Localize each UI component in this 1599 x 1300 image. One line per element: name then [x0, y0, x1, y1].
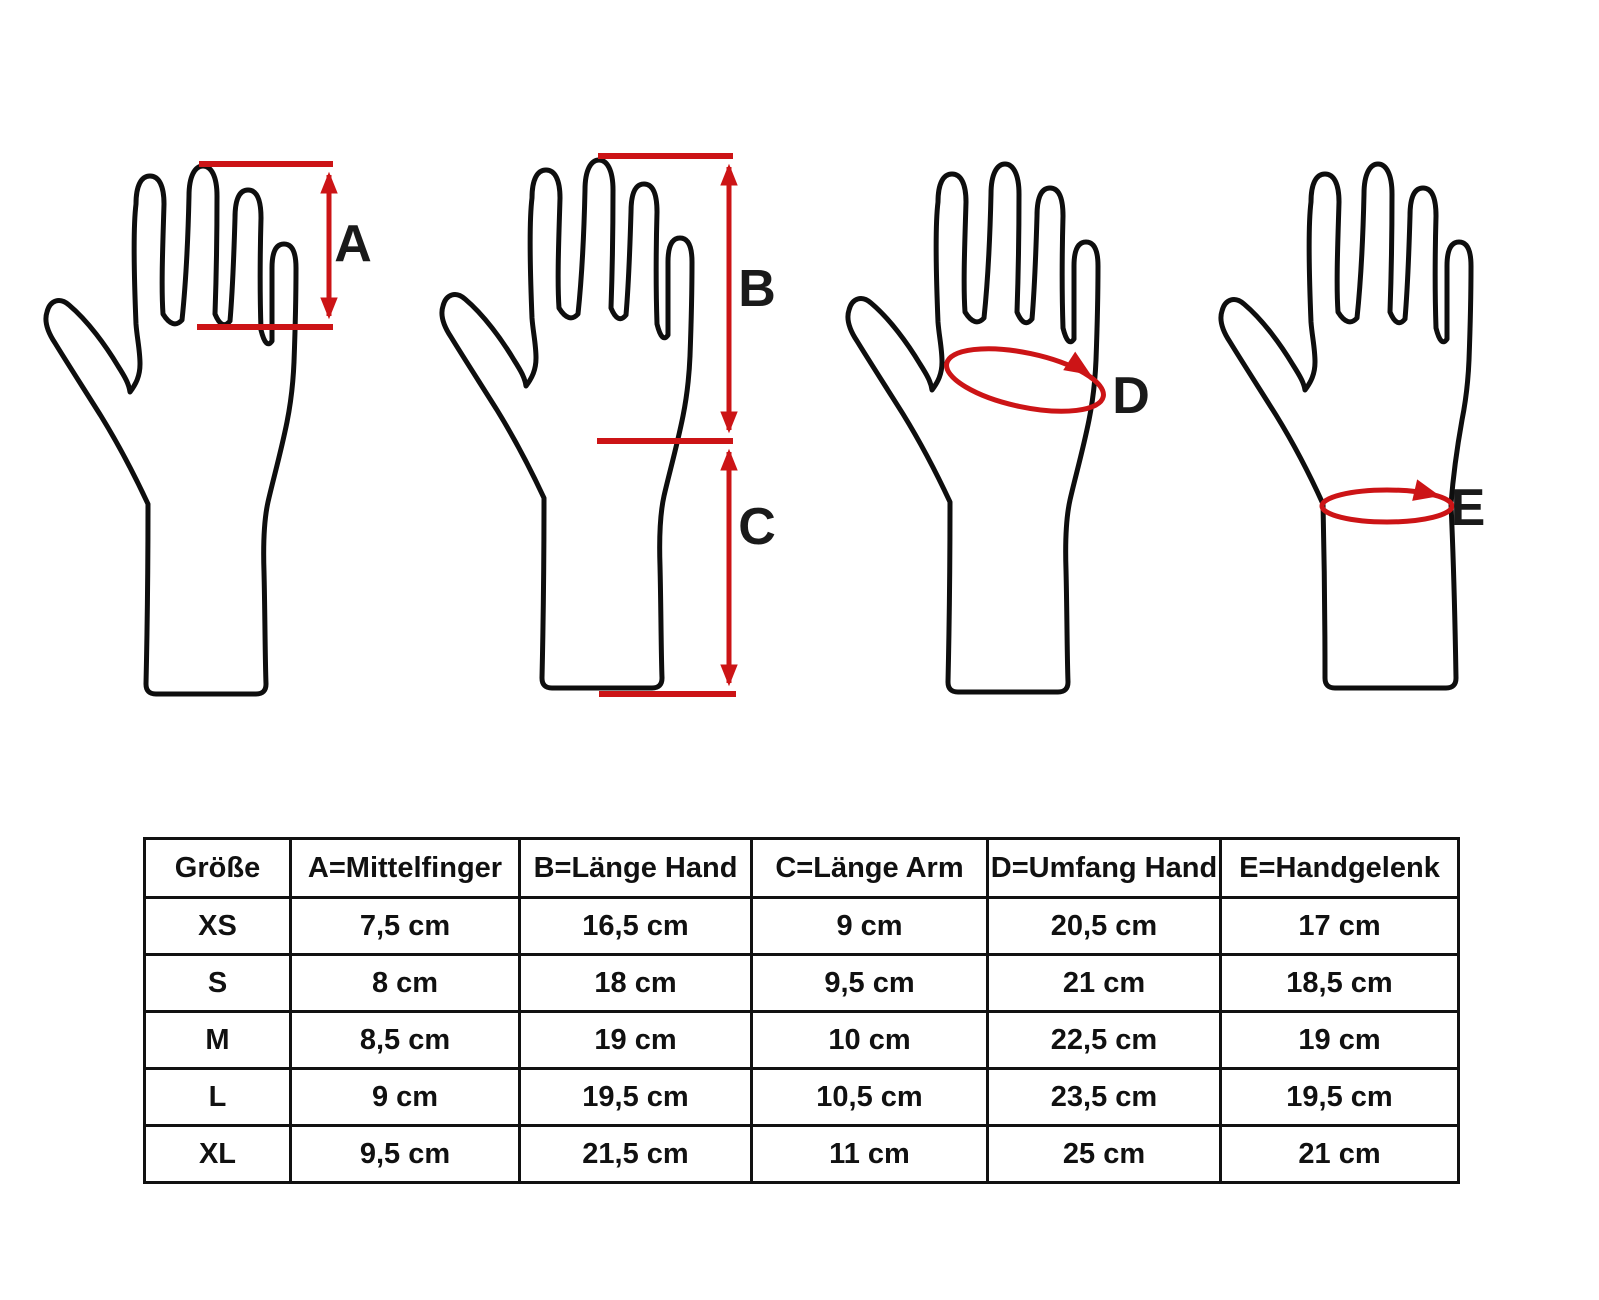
measurement-cell: 21,5 cm: [520, 1126, 752, 1183]
measurement-cell: 9 cm: [752, 898, 988, 955]
hand-outline-hand-arm-length: [442, 160, 692, 688]
size-cell: M: [145, 1012, 291, 1069]
size-cell: XL: [145, 1126, 291, 1183]
size-table-body: [145, 898, 1459, 1183]
measurement-cell: 19,5 cm: [1221, 1069, 1459, 1126]
column-header: B=Länge Hand: [520, 839, 752, 898]
measurement-cell: 18 cm: [520, 955, 752, 1012]
hand-outline-wrist-girth: [1221, 164, 1471, 688]
column-header: Größe: [145, 839, 291, 898]
measurement-cell: 18,5 cm: [1221, 955, 1459, 1012]
measurement-cell: 8,5 cm: [291, 1012, 520, 1069]
measurement-label-d: D: [1112, 367, 1150, 425]
measurement-cell: 10,5 cm: [752, 1069, 988, 1126]
measurement-label-a: A: [334, 215, 372, 273]
measurement-cell: 16,5 cm: [520, 898, 752, 955]
measurement-cell: 7,5 cm: [291, 898, 520, 955]
measurement-cell: 20,5 cm: [988, 898, 1221, 955]
measurement-cell: 8 cm: [291, 955, 520, 1012]
table-row: [145, 1069, 1459, 1126]
size-cell: S: [145, 955, 291, 1012]
measurement-cell: 9,5 cm: [752, 955, 988, 1012]
column-header: C=Länge Arm: [752, 839, 988, 898]
table-row: [145, 1012, 1459, 1069]
measurement-cell: 22,5 cm: [988, 1012, 1221, 1069]
size-cell: L: [145, 1069, 291, 1126]
measurement-cell: 23,5 cm: [988, 1069, 1221, 1126]
column-header: E=Handgelenk: [1221, 839, 1459, 898]
size-cell: XS: [145, 898, 291, 955]
measurement-label-c: C: [738, 498, 776, 556]
column-header: D=Umfang Hand: [988, 839, 1221, 898]
table-row: [145, 1126, 1459, 1183]
measurement-cell: 19 cm: [520, 1012, 752, 1069]
measurement-cell: 21 cm: [1221, 1126, 1459, 1183]
size-table-head: [145, 839, 1459, 898]
table-row: [145, 955, 1459, 1012]
measurement-cell: 19,5 cm: [520, 1069, 752, 1126]
measurement-cell: 11 cm: [752, 1126, 988, 1183]
measurement-cell: 9,5 cm: [291, 1126, 520, 1183]
hand-outline-middle-finger: [46, 166, 296, 694]
measurement-cell: 17 cm: [1221, 898, 1459, 955]
hand-outline-hand-girth: [848, 164, 1098, 692]
column-header: A=Mittelfinger: [291, 839, 520, 898]
measurement-label-b: B: [738, 260, 776, 318]
measurement-cell: 19 cm: [1221, 1012, 1459, 1069]
measurement-label-e: E: [1450, 479, 1486, 537]
measurement-cell: 10 cm: [752, 1012, 988, 1069]
table-row: [145, 898, 1459, 955]
measurement-cell: 25 cm: [988, 1126, 1221, 1183]
size-table: [143, 837, 1460, 1184]
measurement-cell: 9 cm: [291, 1069, 520, 1126]
size-table-header-row: [145, 839, 1459, 898]
measurement-cell: 21 cm: [988, 955, 1221, 1012]
